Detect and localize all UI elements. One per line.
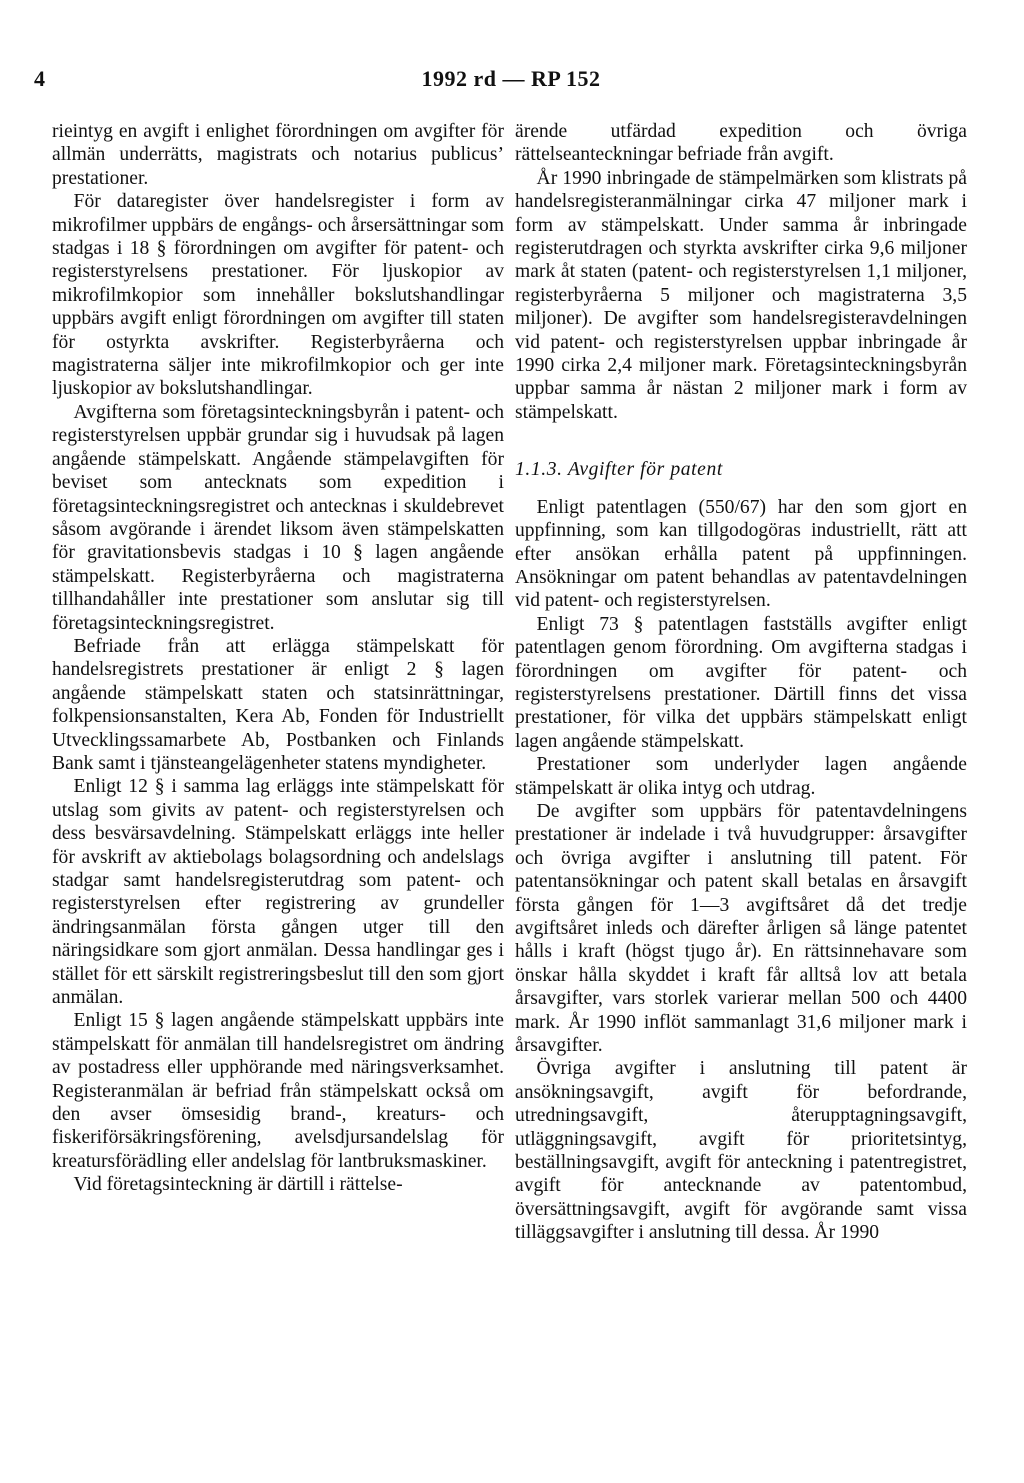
paragraph: År 1990 inbringade de stämpelmärken som klistrats på handelsregisteranmälningar cirka 47 miljoner mark i form av stämpelskatt. Under samma år inbringade registerutdragen och styrkta avskrifter cirka 9,6 miljoner mark åt staten (patent- och registerstyrelsen 1,1 miljoner, registerbyråerna 5 miljoner och magistraterna 3,5 miljoner). De avgifter som handelsregisteravdelningen vid patent- och registerstyrelsen uppbar inbringade år 1990 cirka 2,4 miljoner mark. Företagsinteckningsbyrån uppbar samma år nästan 2 miljoner mark i form av stämpelskatt. [515,167,967,423]
left-column [52,120,504,1197]
paragraph: Enligt 12 § i samma lag erläggs inte stämpelskatt för utslag som givits av patent- och registerstyrelsen och dess besvärsavdelning. Stämpelskatt erläggs inte heller för avskrift av aktiebolags bolagsordning och andelslags stadgar samt handelsregisterutdrag som patent- och registerstyrelsen efter registrering av grundeller ändringsanmälan första gången utger till den näringsidkare som gjort anmälan. Dessa handlingar ges i stället för ett särskilt registreringsbeslut till den som gjort anmälan. [52,776,504,1009]
paragraph: Vid företagsinteckning är därtill i rättelse- [73,1174,403,1196]
paragraph: ärende utfärdad expedition och övriga rättelseanteckningar befriade från avgift. [515,121,967,166]
paragraph: Enligt 15 § lagen angående stämpelskatt uppbärs inte stämpelskatt för anmälan till handelsregistret om ändring av postadress eller upphörande med näringsverksamhet. Registeranmälan är befriad från stämpelskatt också om den avser ömsesidig brand-, kreaturs- och fiskeriförsäkringsförening, avelsdjursandelslag för kreatursförädling eller andelslag för lantbruksmaskiner. [52,1010,504,1172]
paragraph: Avgifterna som företagsinteckningsbyrån i patent- och registerstyrelsen uppbär grundar sig i huvudsak på lagen angående stämpelskatt. Angående stämpelavgiften för beviset som antecknats som expedition i företagsinteckningsregistret och antecknas i skuldebrevet såsom avgörande i ärendet liksom även stämpelskatten för gravitationsbevis stadgas i 10 § lagen angående stämpelskatt. Registerbyråerna och magistraterna tillhandahåller inte prestationer som anslutar sig till företagsinteckningsregistret. [52,401,504,634]
paragraph: rieintyg en avgift i enlighet förordningen om avgifter för allmän underrätts, magistrats och notarius publicus’ prestationer. [52,121,504,189]
paragraph: Enligt 73 § patentlagen fastställs avgifter enligt patentlagen genom förordning. Om avgifterna stadgas i förordningen om avgifter för patent- och registerstyrelsens prestationer. Därtill finns det vissa prestationer, för vilka det uppbärs stämpelskatt enligt lagen angående stämpelskatt. [515,613,967,752]
paragraph: Enligt patentlagen (550/67) har den som gjort en uppfinning, som kan tillgodogöras industriellt, rätt att efter ansökan erhålla patent på uppfinningen. Ansökningar om patent behandlas av patentavdelningen vid patent- och registerstyrelsen. [515,496,967,612]
page-number: 4 [34,66,45,91]
paragraph: Prestationer som underlyder lagen angående stämpelskatt är olika intyg och utdrag. [515,754,967,799]
right-column [515,120,967,1245]
running-title: 1992 rd — RP 152 [421,66,601,91]
paragraph: För dataregister över handelsregister i form av mikrofilmer uppbärs de engångs- och årsersättningar som stadgas i 18 § förordningen om avgifter för patent- och registerstyrelsens prestationer. För ljuskopior av mikrofilmkopior som innehåller bokslutshandlingar uppbärs avgift enligt förordningen om avgifter till staten för ostyrkta avskrifter. Registerbyråerna och magistraterna säljer inte mikrofilmkopior och ger inte ljuskopior av bokslutshandlingar. [52,191,504,400]
paragraph: De avgifter som uppbärs för patentavdelningens prestationer är indelade i två huvudgrupper: årsavgifter och övriga avgifter i anslutning till patent. För patentansökningar och patent skall betalas en årsavgift första gången för 1—3 avgiftsåret då det tredje avgiftsåret inleds och därefter årligen så länge patentet hålls i kraft (högst tjugo år). En rättsinnehavare som önskar hålla skyddet i kraft får alltså lov att betala årsavgifter, vars storlek varierar mellan 500 och 4400 mark. År 1990 inflöt sammanlagt 31,6 miljoner mark i årsavgifter. [515,800,967,1057]
paragraph: Övriga avgifter i anslutning till patent är ansökningsavgift, avgift för befordrande, utredningsavgift, återupptagningsavgift, utläggningsavgift, avgift för prioritetsintyg, beställningsavgift, avgift för anteckning i patentregistret, avgift för antecknande av patentombud, översättningsavgift, avgift för avgörande samt vissa tilläggsavgifter i anslutning till dessa. År 1990 [515,1058,967,1244]
page-header [34,66,988,96]
section-heading: 1.1.3. Avgifter för patent [515,459,723,481]
paragraph: Befriade från att erlägga stämpelskatt för handelsregistrets prestationer är enligt 2 § lagen angående stämpelskatt staten och statsinrättningar, folkpensionsanstalten, Kera Ab, Fonden för Industriellt Utvecklingssamarbete Ab, Postbanken och Finlands Bank samt i tjänsteangelägenheter statens myndigheter. [52,635,504,774]
